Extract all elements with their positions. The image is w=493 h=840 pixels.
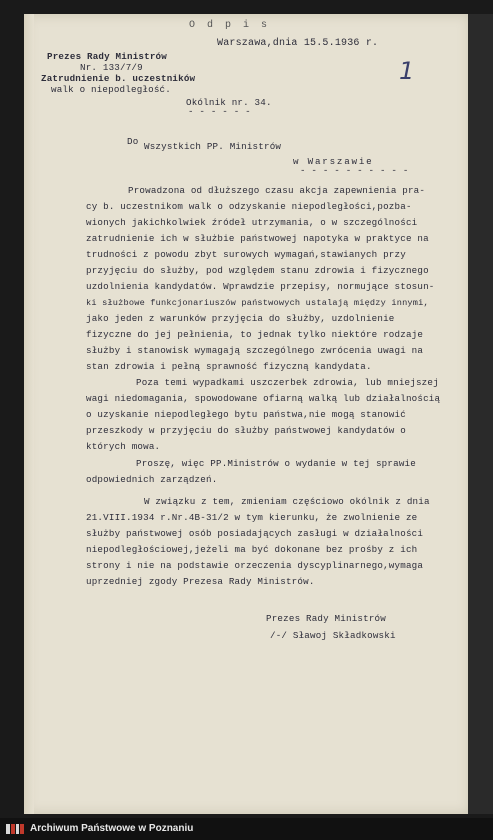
signature-name: /-/ Sławoj Składkowski xyxy=(270,630,396,641)
signature-title: Prezes Rady Ministrów xyxy=(266,613,386,624)
archive-logo-icon xyxy=(6,823,24,835)
scan-edge xyxy=(468,14,493,814)
body-line: Prowadzona od dłuższego czasu akcja zapewnienia pra- xyxy=(128,185,426,196)
body-line: W związku z tem, zmieniam częściowo okólnik z dnia xyxy=(144,496,430,507)
body-line: 21.VIII.1934 r.Nr.4B-31/2 w tym kierunku, że zwolnienie ze xyxy=(86,512,418,523)
body-line: wagi niedomagania, spowodowane ofiarną walką lub działalnością xyxy=(86,393,441,404)
body-line: przyjęciu do służby, pod względem stanu zdrowia i fizycznego xyxy=(86,265,429,276)
archive-name: Archiwum Państwowe w Poznaniu xyxy=(30,823,194,834)
body-line: odpowiednich zarządzeń. xyxy=(86,474,218,485)
body-line: jako jeden z warunków przyjęcia do służby, uzdolnienie xyxy=(86,313,395,324)
body-line: przeszkody w przyjęciu do służby państwowej kandydatów o xyxy=(86,425,406,436)
body-line: strony i nie na podstawie orzeczenia dyscyplinarnego,wymaga xyxy=(86,560,424,571)
sender-line-1: Prezes Rady Ministrów xyxy=(47,51,167,62)
page-fold xyxy=(24,14,34,814)
body-line: stan zdrowia i pełną sprawność fizyczną kandydata. xyxy=(86,361,372,372)
body-line: zatrudnienie ich w służbie państwowej napotyka w praktyce na xyxy=(86,233,429,244)
subject-line-2: walk o niepodległość. xyxy=(51,84,171,95)
circular-number: Okólnik nr. 34. xyxy=(186,97,272,108)
subject-line-1: Zatrudnienie b. uczestników xyxy=(41,73,196,84)
body-line: wionych jakichkolwiek źródeł utrzymania, o w szczególności xyxy=(86,217,418,228)
place-date: Warszawa,dnia 15.5.1936 r. xyxy=(217,38,379,49)
city-underline: - - - - - - - - - - xyxy=(300,165,409,176)
city: w Warszawie xyxy=(293,156,374,167)
body-line: uprzedniej zgody Prezesa Rady Ministrów. xyxy=(86,576,315,587)
copy-stamp: O d p i s xyxy=(189,20,271,31)
body-line: fizyczne do jej pełnienia, to jednak tylko niektóre rodzaje xyxy=(86,329,424,340)
body-line: Poza temi wypadkami uszczerbek zdrowia, lub mniejszej xyxy=(136,377,439,388)
body-line: służby państwowej osób posiadających zasługi w działalności xyxy=(86,528,424,539)
body-line: niepodległościowej,jeżeli ma być dokonane bez prośby z ich xyxy=(86,544,418,555)
page-number: 1 xyxy=(399,57,415,85)
sender-line-2: Nr. 133/7/9 xyxy=(80,62,143,73)
circular-underline: - - - - - - xyxy=(188,106,251,117)
body-line: uzdolnienia kandydatów. Wprawdzie przepisy, normujące stosun- xyxy=(86,281,435,292)
body-line: o uzyskanie niepodległego bytu państwa,nie mogą stanowić xyxy=(86,409,406,420)
body-line: cy b. uczestnikom walk o odzyskanie niepodległości,pozba- xyxy=(86,201,412,212)
body-line: trudności z powodu zbyt surowych wymagań,stawianych przy xyxy=(86,249,406,260)
body-line: służby i stanowisk wymagają szczególnego zwrócenia uwagi na xyxy=(86,345,424,356)
body-line: Proszę, więc PP.Ministrów o wydanie w tej sprawie xyxy=(136,458,416,469)
addressee: Wszystkich PP. Ministrów xyxy=(144,141,282,152)
body-line: ki służbowe funkcjonariuszów państwowych ustalają między innymi, xyxy=(86,298,429,308)
body-line: których mowa. xyxy=(86,441,161,452)
to-label: Do xyxy=(127,136,139,147)
